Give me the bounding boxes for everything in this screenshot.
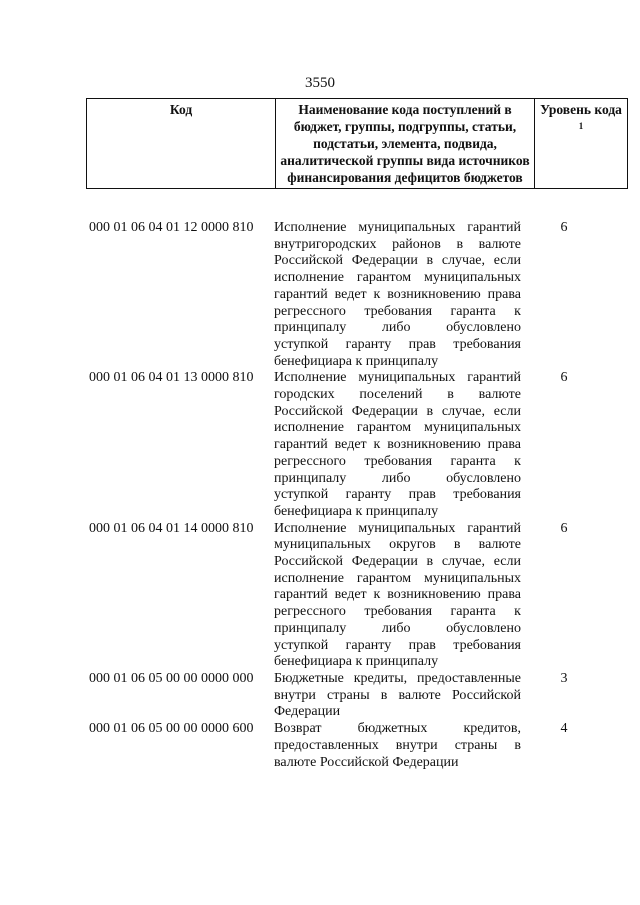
row-description-line: исполнение гарантом муниципальных: [274, 570, 521, 586]
row-code: 000 01 06 05 00 00 0000 600: [89, 721, 254, 737]
row-description: [274, 721, 521, 771]
row-description: [274, 671, 521, 721]
row-code: 000 01 06 04 01 13 0000 810: [89, 370, 254, 386]
row-description: [274, 521, 521, 671]
row-description-line: принципалу либо обусловлено: [274, 620, 521, 636]
row-description-line: регрессного требования гаранта к: [274, 453, 521, 469]
header-code: Код: [87, 99, 276, 189]
page-number: 3550: [305, 75, 335, 91]
row-description-line: Исполнение муниципальных гарантий: [274, 370, 521, 386]
row-description-line: муниципальных округов в валюте: [274, 537, 521, 553]
row-level: 6: [560, 370, 568, 386]
table-body: [89, 220, 609, 771]
row-level: 3: [560, 670, 568, 686]
table-row: [89, 671, 609, 721]
header-level-footnote: 1: [578, 121, 584, 131]
table-row: [89, 370, 609, 520]
row-description-line: предоставленных внутри страны в: [274, 737, 521, 753]
row-description-line: гарантий ведет к возникновению права: [274, 286, 521, 302]
row-description-line: уступкой гаранту прав требования: [274, 637, 521, 653]
row-description-line: уступкой гаранту прав требования: [274, 487, 521, 503]
header-name: Наименование кода поступлений в бюджет, группы, подгруппы, статьи, подстатьи, элемента, подвида, аналитической группы вида источников финансирования дефицитов бюджетов: [276, 99, 535, 189]
row-description-line: Российской Федерации в случае, если: [274, 554, 521, 570]
row-description-line: Исполнение муниципальных гарантий: [274, 520, 521, 536]
row-description: [274, 370, 521, 520]
row-level: 4: [560, 721, 568, 737]
row-level: 6: [560, 220, 568, 235]
row-description-line: регрессного требования гаранта к: [274, 604, 521, 620]
row-description-line: городских поселений в валюте: [274, 387, 521, 403]
row-description-line: Исполнение муниципальных гарантий: [274, 220, 521, 235]
row-code: 000 01 06 04 01 14 0000 810: [89, 520, 254, 536]
table-row: [89, 721, 609, 771]
row-description-line: исполнение гарантом муниципальных: [274, 420, 521, 436]
row-description-line: Бюджетные кредиты, предоставленные: [274, 670, 521, 686]
row-description-line: бенефициара к принципалу: [274, 654, 439, 670]
table-header: [86, 98, 628, 189]
row-description-line: валюте Российской Федерации: [274, 754, 459, 770]
row-description-line: Российской Федерации в случае, если: [274, 403, 521, 419]
row-description-line: принципалу либо обусловлено: [274, 470, 521, 486]
row-description-line: гарантий ведет к возникновению права: [274, 437, 521, 453]
header-level: [535, 99, 628, 189]
row-description-line: гарантий ведет к возникновению права: [274, 587, 521, 603]
row-description-line: исполнение гарантом муниципальных: [274, 270, 521, 286]
row-description-line: принципалу либо обусловлено: [274, 320, 521, 336]
row-description-line: бенефициара к принципалу: [274, 353, 439, 369]
row-description-line: уступкой гаранту прав требования: [274, 336, 521, 352]
row-description-line: Российской Федерации в случае, если: [274, 253, 521, 269]
row-description-line: Возврат бюджетных кредитов,: [274, 721, 521, 737]
table-row: [89, 521, 609, 671]
row-description-line: Федерации: [274, 704, 341, 720]
table-row: [89, 220, 609, 370]
row-description-line: внутригородских районов в валюте: [274, 236, 521, 252]
row-code: 000 01 06 05 00 00 0000 000: [89, 670, 254, 686]
row-code: 000 01 06 04 01 12 0000 810: [89, 220, 254, 235]
row-description: [274, 220, 521, 370]
row-description-line: бенефициара к принципалу: [274, 503, 439, 519]
header-level-label: Уровень кода: [540, 102, 622, 117]
row-description-line: регрессного требования гаранта к: [274, 303, 521, 319]
row-level: 6: [560, 520, 568, 536]
row-description-line: внутри страны в валюте Российской: [274, 687, 521, 703]
